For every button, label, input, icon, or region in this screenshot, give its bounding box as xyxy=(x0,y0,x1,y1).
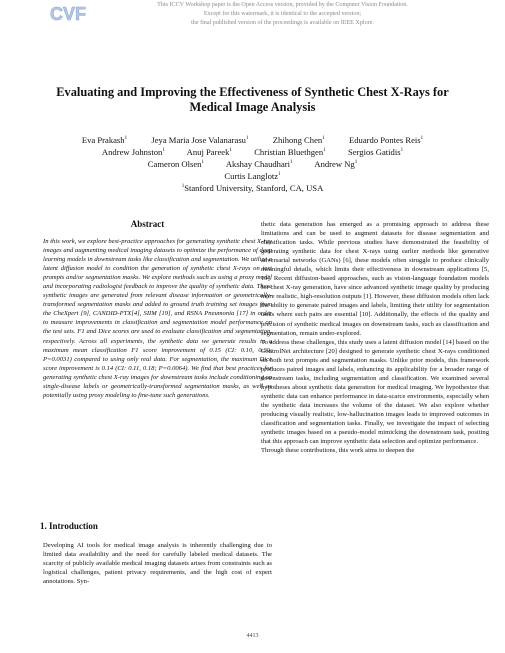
author-name: Curtis Langlotz xyxy=(224,171,279,181)
author-name: Eduardo Pontes Reis xyxy=(349,135,421,145)
author-name: Andrew Johnston xyxy=(101,147,163,157)
introduction-heading: 1. Introduction xyxy=(40,521,98,531)
paper-title xyxy=(40,85,465,115)
author-row-1: Eva Prakash$^1$ Jeya Maria Jose Valanarasu$^1$ Zhihong Chen$^1$ Eduardo Pontes Reis$^1$ xyxy=(81,135,424,145)
author-row-3: Cameron Olsen$^1$ Akshay Chaudhari$^1$ Andrew Ng$^1$ xyxy=(147,159,358,169)
watermark-line-3: the final published version of the proceedings is available on IEEE Xplore. xyxy=(191,20,374,26)
watermark-line-1: This ICCV Workshop paper is the Open Access version, provided by the Computer Vision Foundation. xyxy=(157,2,408,8)
author-name: Akshay Chaudhari xyxy=(225,159,291,169)
right-column xyxy=(261,220,489,455)
paragraph: Through these contributions, this work aims to deepen the xyxy=(261,447,415,455)
author-row-4: Curtis Langlotz$^1$ xyxy=(224,171,281,181)
author-name: Cameron Olsen xyxy=(147,159,202,169)
paragraph: thetic data generation has emerged as a promising approach to address these limitations and can be used to augment datasets for disease segmentation and classification tasks. While previous studies have demonstrated the feasibility of generating synthetic data for chest X-rays using earlier methods like generative adversarial networks (GANs) [6], these models often struggle to produce clinically meaningful details, which limits their effectiveness in downstream applications [5, 15]. Recent diffusion-based approaches, such as vision-language foundation models for chest X-ray generation, have since advanced synthetic image quality by producing more realistic, high-resolution outputs [1]. However, these diffusion models often lack the ability to generate paired images and labels, limiting their utility for segmentation tasks where such pairs are essential [10]. Additionally, the effects of the quality and precision of synthetic medical images on downstream tasks, such as classification and segmentation, remain under-explored. xyxy=(261,221,489,337)
watermark-line-2: Except for this watermark, it is identical to the accepted version; xyxy=(203,11,362,17)
author-row-2: Andrew Johnston$^1$ Anuj Pareek$^1$ Christian Bluethgen$^1$ Sergios Gatidis$^1$ xyxy=(101,147,404,157)
affiliation: $^1$Stanford University, Stanford, CA, USA xyxy=(181,183,324,193)
abstract-text: In this work, we explore best-practice approaches for generating synthetic chest X-ray images and augmenting medical imaging datasets to optimize the performance of deep learning models in downstream tasks like classification and segmentation. We utilize a latent diffusion model to condition the generation of synthetic chest X-rays on text prompts and/or segmentation masks. We explore methods such as using a proxy model and incorporating radiologist feedback to improve the quality of synthetic data. These synthetic images are generated from relevant disease information or geometrically-transformed segmentation masks and added to ground truth training set images from the CheXpert [9], CANDID-PTX[4], SIIM [19], and RSNA Pneumonia [17] in order to measure improvements in classification and segmentation model performance on the test sets. F1 and Dice scores are used to evaluate classification and segmentation, respectively. Across all experiments, the synthetic data we generate results in a maximum mean classification F1 score improvement of 0.15 (CI: 0.10, 0.20; P=0.0031) compared to using only real data. For segmentation, the maximum Dice score improvement is 0.14 (CI: 0.11, 0.18; P=0.0064). We find that best practices for generating synthetic chest X-ray images for downstream tasks include conditioning on single-disease labels or geometrically-transformed segmentation masks, as well as potentially using proxy modeling to fine-tune such generations. xyxy=(43,238,272,399)
author-name: Christian Bluethgen xyxy=(254,147,324,157)
paragraph: To address these challenges, this study uses a latent diffusion model [14] based on the ControlNet architecture [20] designed to generate synthetic chest X-rays conditioned on both text prompts and segmentation masks. Unlike prior models, this framework produces paired images and labels, enhancing its applicability for a broader range of downstream tasks, including segmentation and classification. We examined several hypotheses about synthetic data generation for medical imaging. We hypothesize that synthetic data can enhance performance in data-scarce environments, especially when the synthetic data increases the volume of the dataset. We also explore whether producing visually realistic, low-hallucination images leads to improved outcomes in classification and segmentation tasks. Finally, we investigate the impact of selecting synthetic images based on a pseudo-model mimicking the downstream task, positing that this approach can improve synthetic data selection and optimize performance. xyxy=(261,338,489,446)
author-name: Sergios Gatidis xyxy=(347,147,401,157)
title-line-2: Medical Image Analysis xyxy=(189,100,316,114)
abstract-heading: Abstract xyxy=(130,219,165,229)
author-name: Anuj Pareek xyxy=(186,147,230,157)
introduction-text: Developing AI tools for medical image analysis is inherently challenging due to limited data availability and the need for carefully labeled medical datasets. The scarcity of publicly available medical imaging datasets arises from constraints such as logistical challenges, patient privacy requirements, and the high cost of expert annotations. Syn- xyxy=(43,542,272,586)
title-line-1: Evaluating and Improving the Effectiveness of Synthetic Chest X-Rays for xyxy=(56,85,449,99)
svg-text:CVF: CVF xyxy=(50,4,86,23)
page-number: 4413 xyxy=(246,633,259,639)
author-name: Andrew Ng xyxy=(314,159,355,169)
cvf-logo xyxy=(48,3,94,23)
author-name: Jeya Maria Jose Valanarasu xyxy=(151,135,246,145)
author-name: Zhihong Chen xyxy=(272,135,323,145)
author-name: Eva Prakash xyxy=(81,135,125,145)
